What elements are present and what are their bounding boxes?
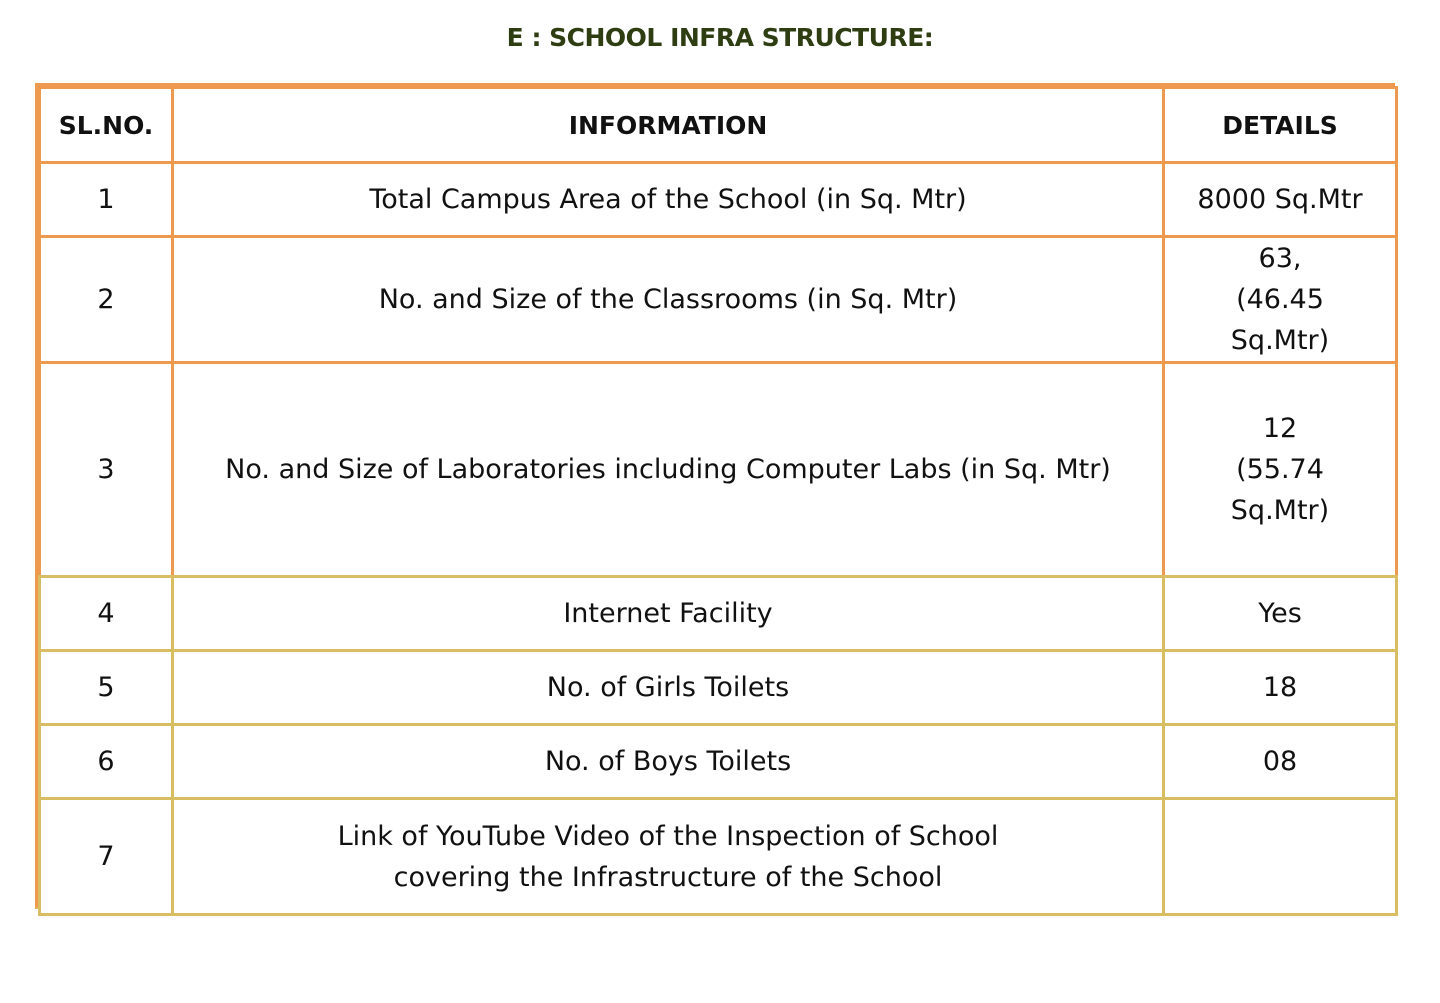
- cell-details: [1165, 800, 1395, 913]
- cell-details: 08: [1165, 726, 1395, 797]
- table-row: [41, 800, 1395, 913]
- cell-details: 12 (55.74 Sq.Mtr): [1165, 364, 1395, 575]
- cell-details: Yes: [1165, 578, 1395, 649]
- cell-sl-no: 7: [41, 800, 171, 913]
- cell-details: 8000 Sq.Mtr: [1165, 164, 1395, 235]
- cell-sl-no: 4: [41, 578, 171, 649]
- header-details: DETAILS: [1165, 89, 1395, 161]
- cell-information: No. and Size of the Classrooms (in Sq. Mtr): [174, 238, 1162, 361]
- cell-details: 63, (46.45 Sq.Mtr): [1165, 238, 1395, 361]
- cell-information: No. and Size of Laboratories including Computer Labs (in Sq. Mtr): [174, 364, 1162, 575]
- cell-sl-no: 5: [41, 652, 171, 723]
- cell-information: Internet Facility: [174, 578, 1162, 649]
- infra-table-grid: [38, 86, 1398, 916]
- cell-sl-no: 1: [41, 164, 171, 235]
- table-row: [41, 364, 1395, 575]
- table-row: [41, 578, 1395, 649]
- infrastructure-table: [35, 83, 1395, 909]
- table-row: [41, 164, 1395, 235]
- header-sl-no: SL.NO.: [41, 89, 171, 161]
- cell-information: No. of Girls Toilets: [174, 652, 1162, 723]
- table-row: [41, 238, 1395, 361]
- cell-information: No. of Boys Toilets: [174, 726, 1162, 797]
- header-information: INFORMATION: [174, 89, 1162, 161]
- page-title: E : SCHOOL INFRA STRUCTURE:: [506, 23, 934, 52]
- table-header-row: [41, 89, 1395, 161]
- cell-sl-no: 3: [41, 364, 171, 575]
- cell-information: Total Campus Area of the School (in Sq. Mtr): [174, 164, 1162, 235]
- table-row: [41, 726, 1395, 797]
- cell-sl-no: 6: [41, 726, 171, 797]
- cell-details: 18: [1165, 652, 1395, 723]
- cell-sl-no: 2: [41, 238, 171, 361]
- table-row: [41, 652, 1395, 723]
- cell-information: Link of YouTube Video of the Inspection of School covering the Infrastructure of the School: [174, 800, 1162, 913]
